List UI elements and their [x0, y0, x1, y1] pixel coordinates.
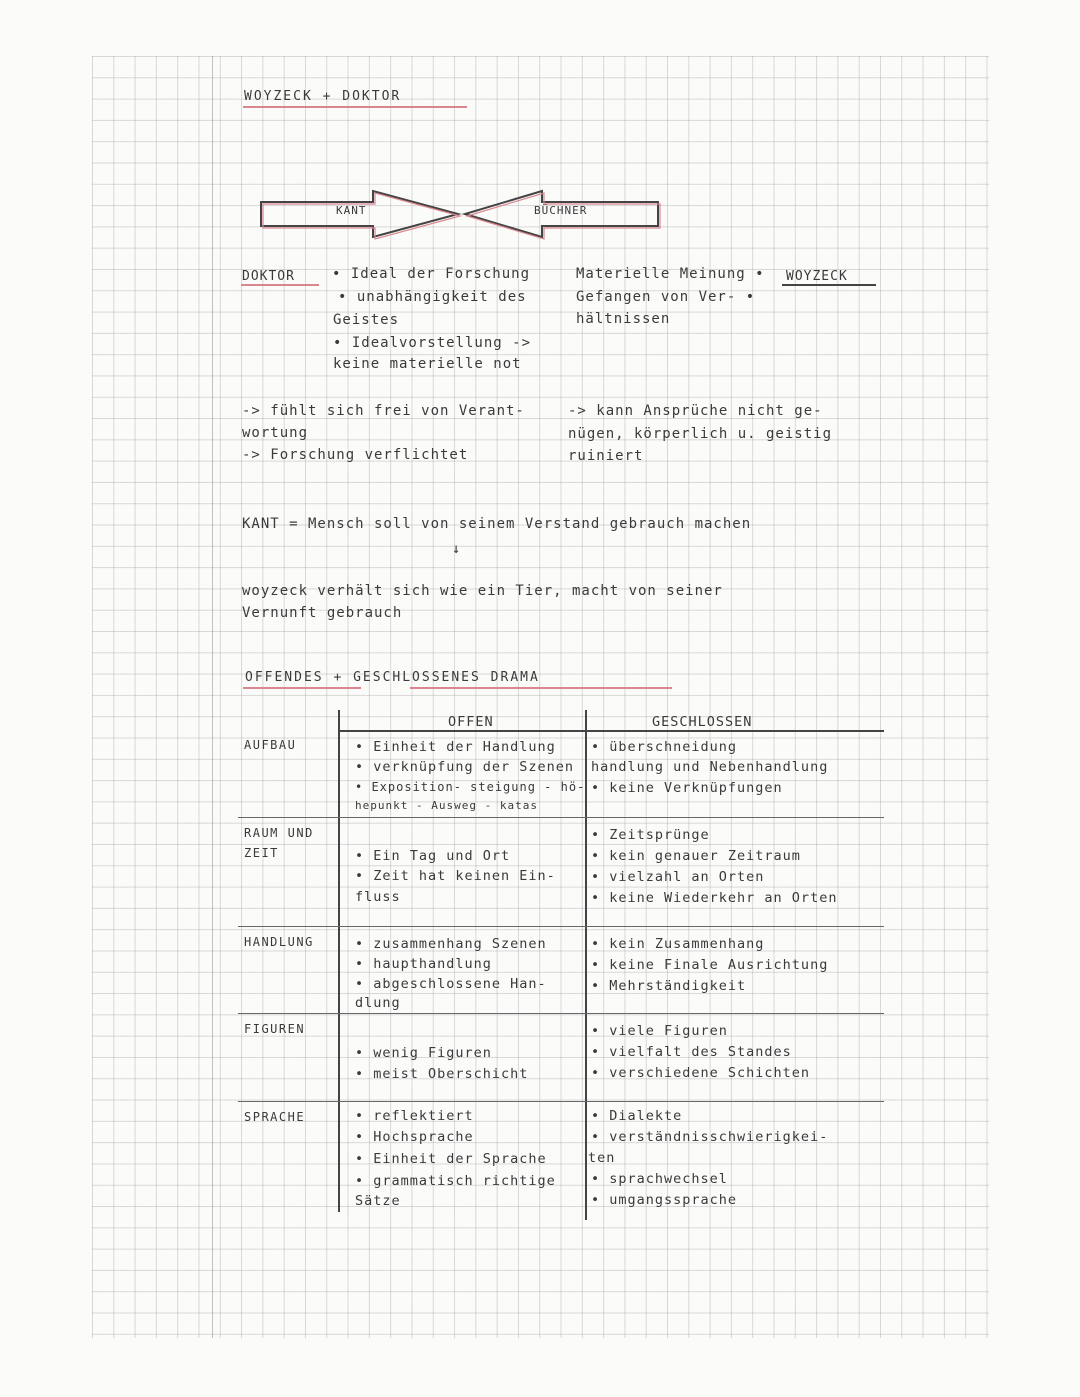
- woyzeck-conseq-2: nügen, körperlich u. geistig: [568, 426, 833, 442]
- page-margin-top: [0, 0, 1080, 56]
- doktor-label: DOKTOR: [242, 269, 295, 284]
- col-header-geschlossen: GESCHLOSSEN: [652, 714, 753, 730]
- buechner-arrow-label: BÜCHNER: [534, 204, 588, 217]
- sprache-geschlossen-1: • Dialekte: [591, 1108, 683, 1124]
- kant-arrow-label: KANT: [336, 204, 367, 217]
- heading-drama: OFFENDES + GESCHLOSSENES DRAMA: [245, 670, 540, 685]
- row-label-sprache: SPRACHE: [244, 1110, 306, 1124]
- handlung-geschlossen-2: • keine Finale Ausrichtung: [591, 957, 829, 973]
- doktor-line-4: • Idealvorstellung ->: [333, 335, 532, 351]
- kant-statement: KANT = Mensch soll von seinem Verstand gebrauch machen: [242, 516, 752, 532]
- doktor-conseq-3: -> Forschung verflichtet: [242, 447, 469, 463]
- sprache-offen-4: • grammatisch richtige: [355, 1173, 556, 1189]
- doktor-line-1: • Ideal der Forschung: [332, 266, 531, 282]
- raum-geschlossen-4: • keine Wiederkehr an Orten: [591, 890, 838, 906]
- row-label-raum-2: ZEIT: [244, 846, 279, 860]
- aufbau-offen-1: • Einheit der Handlung: [355, 739, 556, 755]
- sprache-offen-1: • reflektiert: [355, 1108, 474, 1124]
- raum-offen-1: • Ein Tag und Ort: [355, 848, 511, 864]
- table-row-line-2: [238, 926, 884, 927]
- sprache-offen-2: • Hochsprache: [355, 1129, 474, 1145]
- table-row-line-3: [238, 1013, 884, 1014]
- woyzeck-statement-2: Vernunft gebrauch: [242, 605, 403, 621]
- figuren-geschlossen-3: • verschiedene Schichten: [591, 1065, 811, 1081]
- woyzeck-line-1: Materielle Meinung •: [576, 266, 765, 282]
- aufbau-geschlossen-2: handlung und Nebenhandlung: [591, 759, 829, 775]
- aufbau-offen-2: • verknüpfung der Szenen: [355, 759, 575, 775]
- handlung-offen-2: • haupthandlung: [355, 956, 492, 972]
- woyzeck-conseq-3: ruiniert: [568, 448, 644, 464]
- sprache-geschlossen-4: • sprachwechsel: [591, 1171, 728, 1187]
- row-label-raum-1: RAUM UND: [244, 826, 314, 840]
- doktor-underline: [241, 284, 319, 286]
- handlung-offen-3: • abgeschlossene Han-: [355, 976, 547, 992]
- woyzeck-statement-1: woyzeck verhält sich wie ein Tier, macht von seiner: [242, 583, 723, 599]
- row-label-aufbau: AUFBAU: [244, 738, 297, 752]
- down-arrow: ↓: [452, 541, 462, 557]
- table-row-line-1: [238, 817, 884, 818]
- table-vertical-line-1: [338, 710, 340, 1212]
- col-header-offen: OFFEN: [448, 714, 494, 730]
- page-margin-left: [0, 0, 92, 1397]
- handlung-geschlossen-3: • Mehrständigkeit: [591, 978, 747, 994]
- doktor-conseq-1: -> fühlt sich frei von Verant-: [242, 403, 525, 419]
- heading-drama-underline-1: [243, 687, 361, 689]
- woyzeck-line-3: hältnissen: [576, 311, 671, 327]
- sprache-offen-5: Sätze: [355, 1193, 401, 1209]
- raum-geschlossen-3: • vielzahl an Orten: [591, 869, 765, 885]
- table-row-line-4: [238, 1101, 884, 1102]
- row-label-handlung: HANDLUNG: [244, 935, 314, 949]
- table-vertical-line-2: [585, 710, 587, 1220]
- handlung-offen-4: dlung: [355, 995, 401, 1011]
- heading-woyzeck-doktor: WOYZECK + DOKTOR: [244, 89, 402, 104]
- page-margin-bottom: [0, 1338, 1080, 1397]
- raum-geschlossen-1: • Zeitsprünge: [591, 827, 710, 843]
- raum-geschlossen-2: • kein genauer Zeitraum: [591, 848, 801, 864]
- handlung-offen-1: • zusammenhang Szenen: [355, 936, 547, 952]
- figuren-geschlossen-1: • viele Figuren: [591, 1023, 728, 1039]
- figuren-geschlossen-2: • vielfalt des Standes: [591, 1044, 792, 1060]
- handlung-geschlossen-1: • kein Zusammenhang: [591, 936, 765, 952]
- sprache-geschlossen-3: ten: [588, 1150, 616, 1166]
- doktor-line-2: • unabhängigkeit des: [338, 289, 527, 305]
- table-header-line: [338, 730, 884, 732]
- sprache-geschlossen-2: • verständnisschwierigkei-: [591, 1129, 829, 1145]
- woyzeck-line-2: Gefangen von Ver- •: [576, 289, 756, 305]
- aufbau-geschlossen-1: • überschneidung: [591, 739, 738, 755]
- woyzeck-conseq-1: -> kann Ansprüche nicht ge-: [568, 403, 823, 419]
- sprache-geschlossen-5: • umgangssprache: [591, 1192, 738, 1208]
- woyzeck-underline: [782, 284, 876, 286]
- figuren-offen-1: • wenig Figuren: [355, 1045, 492, 1061]
- heading-drama-underline-2: [410, 687, 672, 689]
- heading-underline: [243, 106, 467, 108]
- doktor-conseq-2: wortung: [242, 425, 309, 441]
- margin-line: [212, 56, 213, 1338]
- aufbau-geschlossen-3: • keine Verknüpfungen: [591, 780, 783, 796]
- woyzeck-label: WOYZECK: [786, 269, 848, 284]
- doktor-line-5: keine materielle not: [333, 356, 522, 372]
- row-label-figuren: FIGUREN: [244, 1022, 306, 1036]
- aufbau-offen-4: hepunkt - Ausweg - katas: [355, 799, 538, 812]
- figuren-offen-2: • meist Oberschicht: [355, 1066, 529, 1082]
- sprache-offen-3: • Einheit der Sprache: [355, 1151, 547, 1167]
- aufbau-offen-3: • Exposition- steigung - hö-: [355, 780, 586, 794]
- raum-offen-3: fluss: [355, 889, 401, 905]
- raum-offen-2: • Zeit hat keinen Ein-: [355, 868, 556, 884]
- page-margin-right: [989, 0, 1080, 1397]
- doktor-line-3: Geistes: [333, 312, 400, 328]
